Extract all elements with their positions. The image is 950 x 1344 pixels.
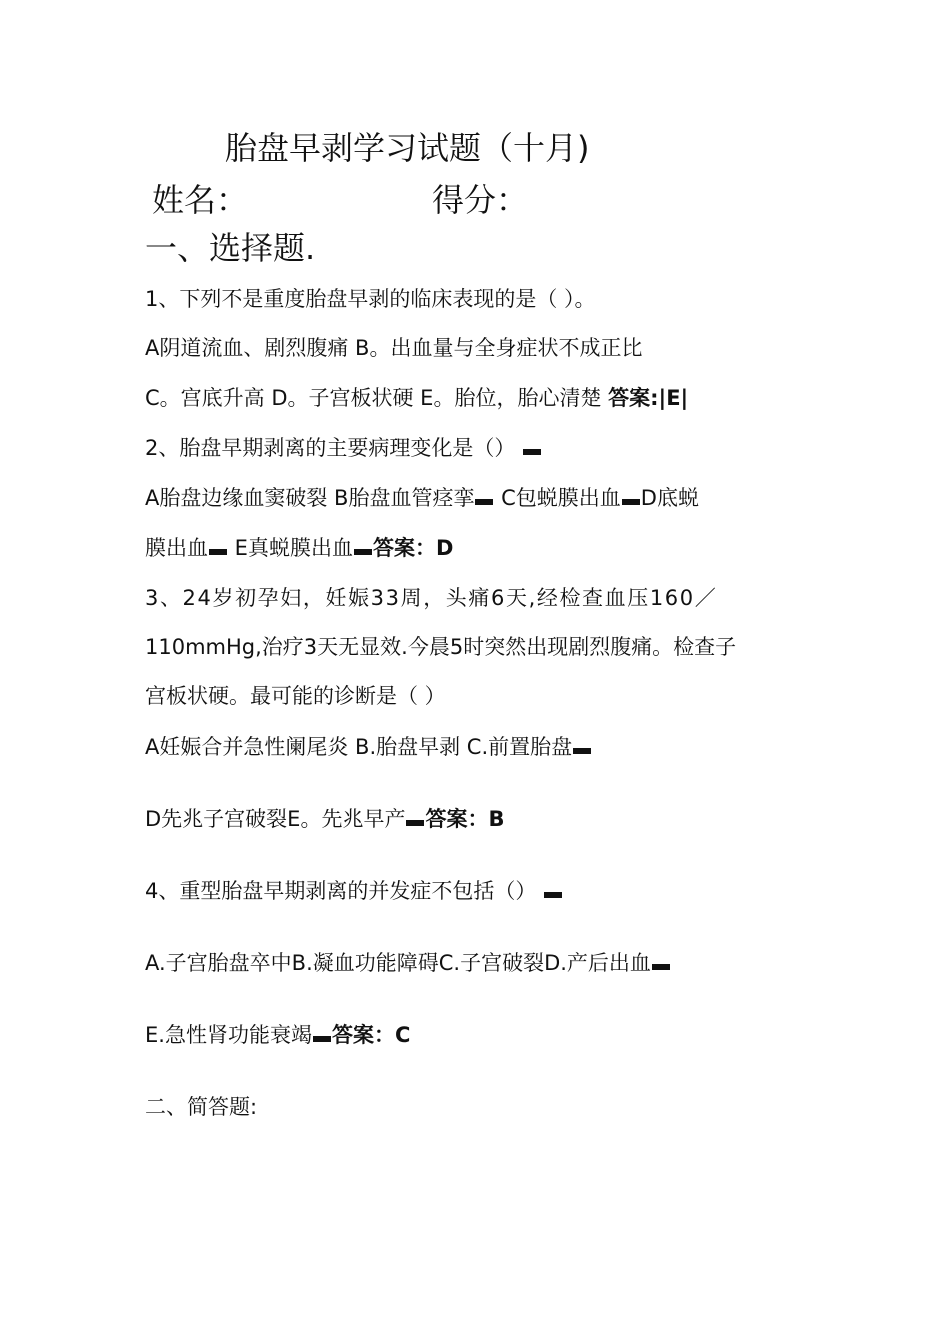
q1-answer: 答案:|E|	[608, 386, 689, 410]
blank-marker	[406, 820, 424, 826]
blank-marker	[209, 549, 227, 555]
q2-options-line2	[145, 533, 453, 563]
q4-option-e: E.急性肾功能衰竭	[145, 1023, 312, 1047]
section-heading-short-answer: 二、简答题:	[145, 1095, 258, 1119]
q2-option-e: E真蜕膜出血	[228, 536, 353, 560]
blank-marker	[475, 499, 493, 505]
q2-options-line1	[145, 483, 699, 513]
blank-marker	[544, 892, 562, 898]
q4-options-line1	[145, 948, 671, 978]
name-label: 姓名：	[152, 181, 249, 219]
q3-options-line2	[145, 804, 504, 834]
name-score-row	[152, 178, 852, 222]
section-heading-choice: 一、选择题.	[145, 229, 316, 267]
q4-answer: 答案：C	[331, 1023, 411, 1047]
q2-answer: 答案：D	[372, 536, 454, 560]
blank-marker	[652, 964, 670, 970]
q3-options-line1	[145, 732, 592, 762]
q1-options-cde-text: C。宫底升高 D。子宫板状硬 E。胎位，胎心清楚	[145, 386, 609, 410]
q2-option-d: D底蜕	[640, 486, 699, 510]
blank-marker	[573, 748, 591, 754]
q1-options-cde	[145, 383, 688, 413]
q2-option-d-cont: 膜出血	[145, 536, 208, 560]
q4-stem-text: 4、重型胎盘早期剥离的并发症不包括（）	[145, 879, 537, 903]
q4-stem	[145, 876, 563, 906]
q1-options-ab: A阴道流血、剧烈腹痛 B。出血量与全身症状不成正比	[145, 336, 643, 360]
score-label: 得分：	[432, 181, 529, 219]
q2-option-ab: A胎盘边缘血窦破裂 B胎盘血管痉挛	[145, 486, 475, 510]
q3-stem-line2: 110mmHg,治疗3天无显效.今晨5时突然出现剧烈腹痛。检查子	[145, 635, 737, 659]
blank-marker	[354, 549, 372, 555]
q2-stem-text: 2、胎盘早期剥离的主要病理变化是（）	[145, 436, 516, 460]
q2-option-c: C包蜕膜出血	[494, 486, 621, 510]
q3-stem-line1: 3、24岁初孕妇，妊娠33周，头痛6天,经检查血压160／	[145, 586, 718, 610]
q4-options-line2	[145, 1020, 410, 1050]
q3-stem-line3: 宫板状硬。最可能的诊断是（ ）	[145, 684, 446, 708]
q2-stem	[145, 433, 542, 463]
q4-options-abcd: A.子宫胎盘卒中B.凝血功能障碍C.子宫破裂D.产后出血	[145, 951, 651, 975]
blank-marker	[313, 1036, 331, 1042]
q1-stem: 1、下列不是重度胎盘早剥的临床表现的是（ ）。	[145, 287, 596, 311]
blank-marker	[523, 449, 541, 455]
q3-answer: 答案：B	[425, 807, 505, 831]
document-title: 胎盘早剥学习试题（十月)	[225, 129, 590, 167]
blank-marker	[622, 499, 640, 505]
q3-options-abc: A妊娠合并急性阑尾炎 B.胎盘早剥 C.前置胎盘	[145, 735, 573, 759]
q3-options-de: D先兆子宫破裂E。先兆早产	[145, 807, 406, 831]
